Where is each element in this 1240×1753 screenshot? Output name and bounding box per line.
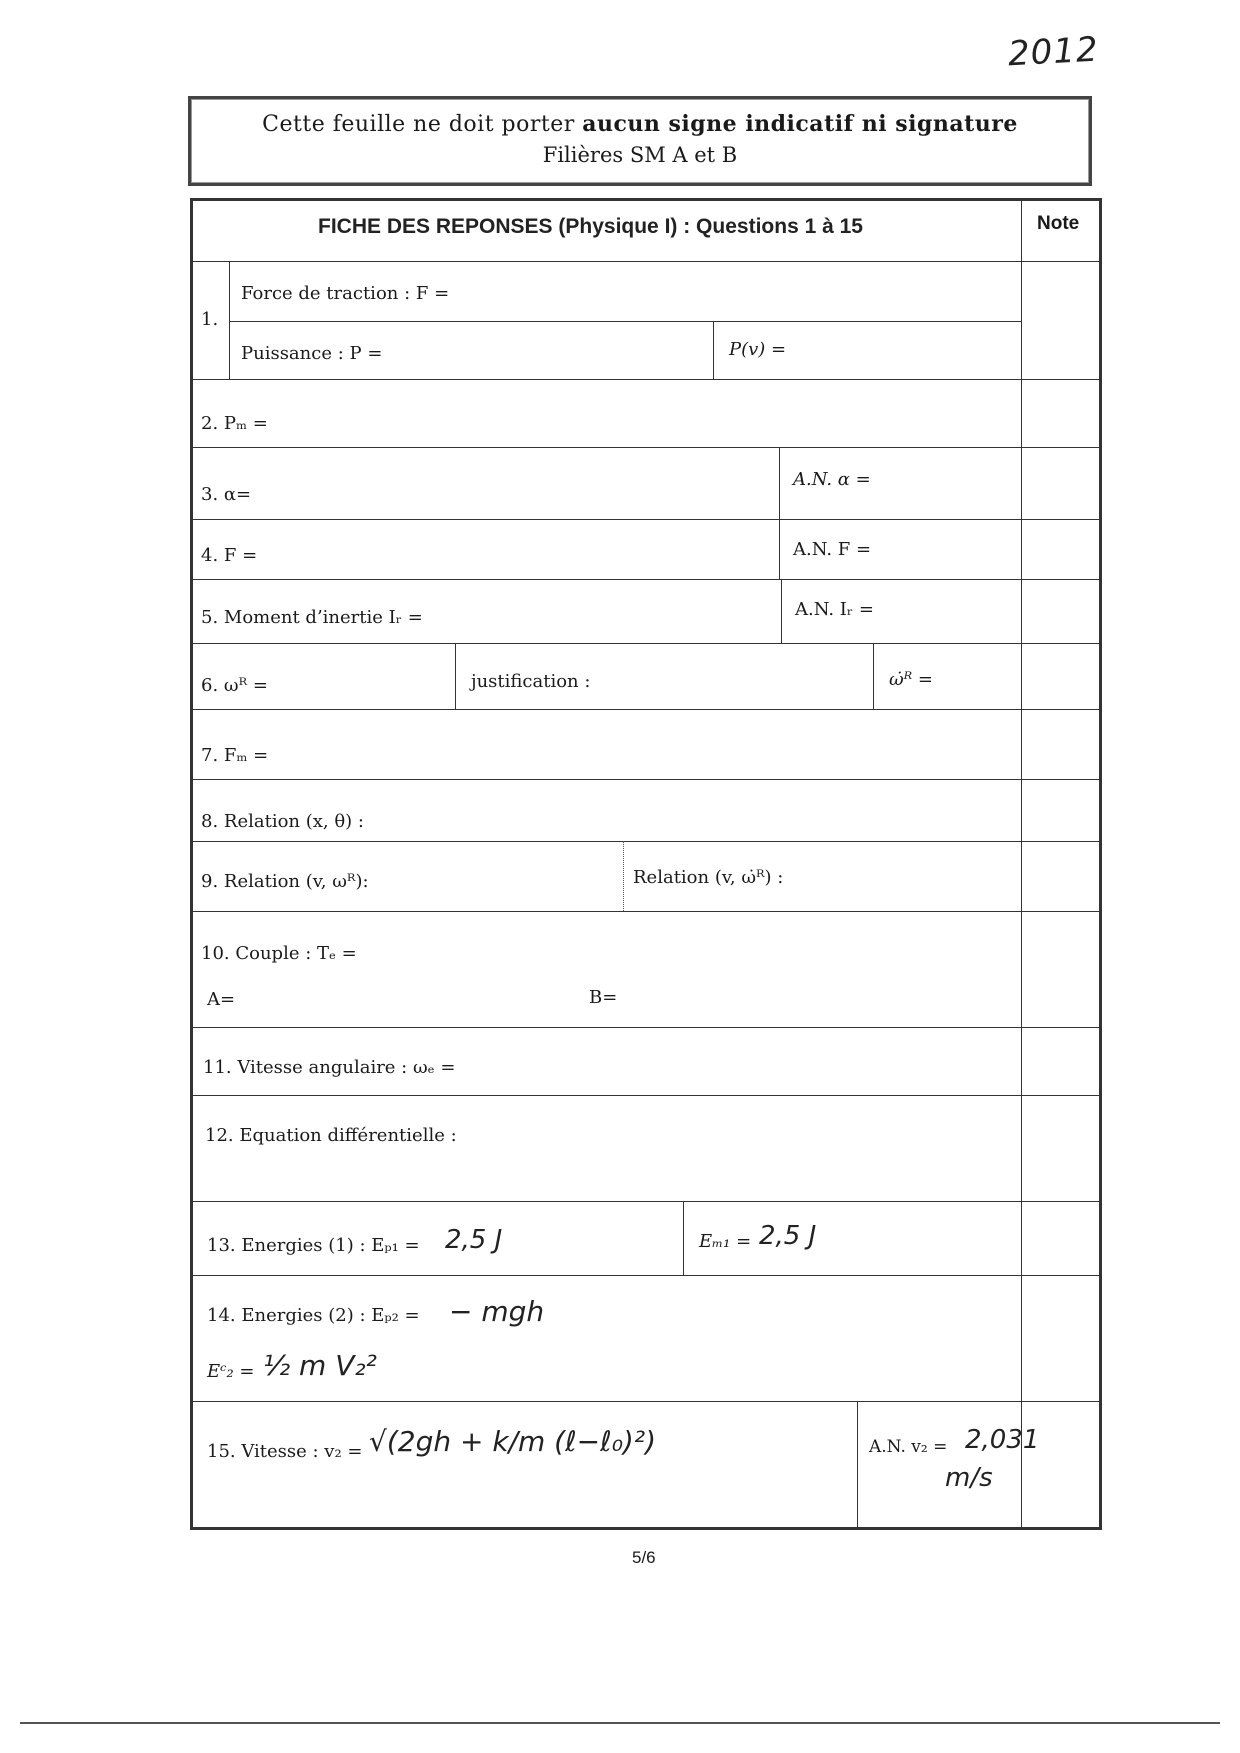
q1-puissance-label: Puissance : P =: [241, 343, 383, 364]
q9-left-label: 9. Relation (v, ωᴿ):: [201, 871, 369, 892]
sheet-title: FICHE DES REPONSES (Physique I) : Questions 1 à 15: [318, 215, 863, 238]
q11-label: 11. Vitesse angulaire : ωₑ =: [203, 1057, 456, 1078]
row-divider: [229, 321, 1021, 322]
row-divider: [193, 1201, 1099, 1202]
row-divider: [193, 709, 1099, 710]
q3-an-label: A.N. α =: [793, 469, 871, 490]
row-divider: [193, 911, 1099, 912]
q10-a-label: A=: [207, 989, 236, 1010]
q15-unit: m/s: [945, 1463, 993, 1493]
q13-em1-answer: 2,5 J: [759, 1221, 817, 1251]
q14-ep2-answer: − mgh: [449, 1295, 545, 1328]
cell-divider: [713, 321, 714, 379]
q8-label: 8. Relation (x, θ) :: [201, 811, 364, 832]
cell-divider: [779, 447, 780, 519]
q5-label: 5. Moment d’inertie Iᵣ =: [201, 607, 423, 628]
q14-label: 14. Energies (2) : Eₚ₂ =: [207, 1305, 420, 1326]
note-column-divider: [1021, 201, 1022, 1527]
q1-pv-label: P(v) =: [729, 339, 787, 360]
q15-an-label: A.N. v₂ =: [869, 1437, 948, 1457]
row-divider: [193, 841, 1099, 842]
note-header: Note: [1037, 213, 1080, 234]
cell-divider: [455, 643, 456, 709]
row-divider: [193, 1027, 1099, 1028]
q14-ec2-answer: ½ m V₂²: [263, 1349, 377, 1382]
q13-ep1-answer: 2,5 J: [445, 1225, 503, 1255]
cell-divider: [683, 1201, 684, 1275]
q12-label: 12. Equation différentielle :: [205, 1125, 457, 1146]
row-divider: [193, 447, 1099, 448]
notice-box: [188, 96, 1092, 186]
q15-an-value: 2,031: [965, 1425, 1040, 1455]
q9-right-label: Relation (v, ω̇ᴿ) :: [633, 867, 784, 888]
row-divider: [193, 261, 1099, 262]
notice-line-2: Filières SM A et B: [542, 143, 738, 167]
q5-an-label: A.N. Iᵣ =: [795, 599, 874, 620]
year-annotation: 2012: [1007, 29, 1100, 75]
cell-divider: [857, 1401, 858, 1527]
q6-label: 6. ωᴿ =: [201, 675, 268, 696]
q2-label: 2. Pₘ =: [201, 413, 268, 434]
row-divider: [193, 779, 1099, 780]
q1-divider: [229, 261, 230, 379]
cell-divider: [623, 841, 624, 911]
row-divider: [193, 519, 1099, 520]
row-divider: [193, 579, 1099, 580]
q3-label: 3. α=: [201, 484, 252, 505]
q6-justification-label: justification :: [471, 671, 591, 692]
row-divider: [193, 379, 1099, 380]
q10-b-label: B=: [589, 987, 618, 1008]
q1-force-label: Force de traction : F =: [241, 283, 450, 304]
q4-label: 4. F =: [201, 545, 258, 566]
footer-rule: [20, 1722, 1220, 1724]
q7-label: 7. Fₘ =: [201, 745, 269, 766]
notice-line-1: Cette feuille ne doit porter aucun signe indicatif ni signature: [262, 111, 1018, 137]
q10-label: 10. Couple : Tₑ =: [201, 943, 357, 964]
q1-number: 1.: [201, 309, 219, 330]
q15-expression: √(2gh + k/m (ℓ−ℓ₀)²): [369, 1425, 656, 1458]
q15-label: 15. Vitesse : v₂ =: [207, 1441, 363, 1462]
q4-an-label: A.N. F =: [793, 539, 872, 560]
row-divider: [193, 1275, 1099, 1276]
row-divider: [193, 643, 1099, 644]
answer-sheet: [190, 198, 1102, 1530]
q6-omega-dot-label: ω̇ᴿ =: [889, 669, 934, 690]
row-divider: [193, 1095, 1099, 1096]
cell-divider: [781, 579, 782, 643]
page-number: 5/6: [632, 1548, 656, 1567]
q13-label: 13. Energies (1) : Eₚ₁ =: [207, 1235, 420, 1256]
cell-divider: [873, 643, 874, 709]
cell-divider: [779, 519, 780, 579]
q13-em1-label: Eₘ₁ =: [699, 1231, 752, 1252]
q14-ec2-label: Eᶜ₂ =: [207, 1361, 255, 1382]
row-divider: [193, 1401, 1099, 1402]
